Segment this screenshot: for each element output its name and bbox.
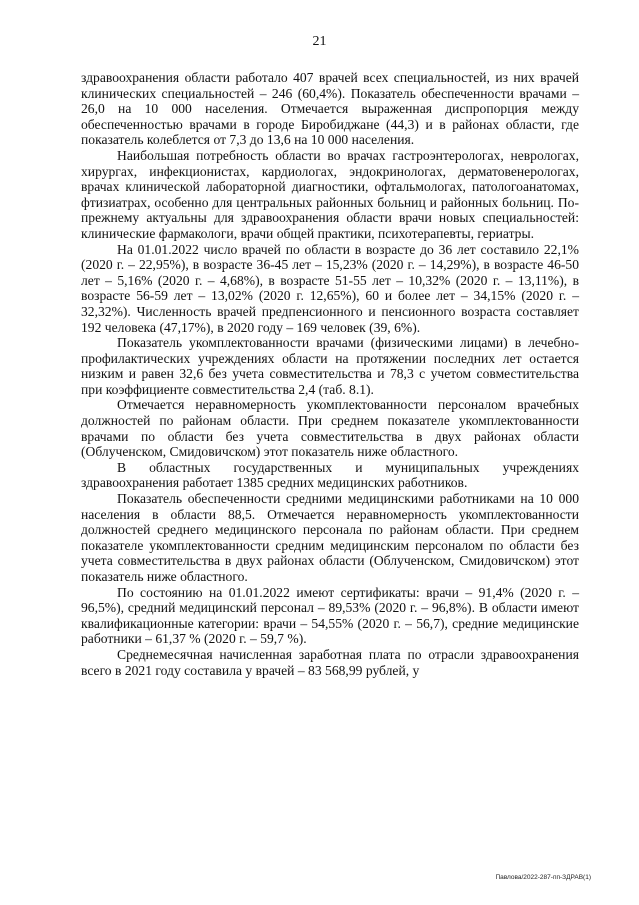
document-body — [81, 70, 579, 678]
paragraph-3: На 01.01.2022 число врачей по области в возрасте до 36 лет составило 22,1% (2020 г. – 22,95%), в возрасте 36-45 лет – 15,23% (2020 г. – 14,29%), в возрасте 46-50 лет – 5,16% (2020 г. – 4,68%), в возрасте 51-55 лет – 10,32% (2020 г. – 13,11%), в возрасте 56-59 лет – 13,02% (2020 г. 12,65%), 60 и более лет – 34,15% (2020 г. – 32,32%). Численность врачей предпенсионного и пенсионного возраста составляет 192 человека (47,17%), в 2020 году – 169 человек (39, 6%). — [81, 241, 579, 335]
paragraph-9: Среднемесячная начисленная заработная плата по отрасли здравоохранения всего в 2021 году составила у врачей – 83 568,99 рублей, у — [81, 646, 579, 678]
paragraph-7: Показатель обеспеченности средними медицинскими работниками на 10 000 населения в области 88,5. Отмечается неравномерность укомплектованности должностей среднего медицинского персонала по районам области. При среднем показателе укомплектованности средним медицинским персоналом по области без учета совместительства в двух районах области (Облученском, Смидовичском) этот показатель ниже областного. — [81, 491, 579, 584]
page-number: 21 — [312, 34, 327, 49]
paragraph-2: Наибольшая потребность области во врачах гастроэнтерологах, неврологах, хирургах, инфекционистах, кардиологах, эндокринологах, дерматовенерологах, врачах клинической лабораторной диагностики, офтальмологах, патологоанатомах, фтизиатрах, особенно для центральных районных больниц и районных больниц. По-прежнему актуальны для здравоохранения области врачи новых специальностей: клинические фармакологи, врачи общей практики, психотерапевты, гериатры. — [81, 147, 579, 241]
paragraph-6: В областных государственных и муниципальных учреждениях здравоохранения работает 1385 средних медицинских работников. — [81, 459, 579, 491]
paragraph-8: По состоянию на 01.01.2022 имеют сертификаты: врачи – 91,4% (2020 г. – 96,5%), средний медицинский персонал – 89,53% (2020 г. – 96,8%). В области имеют квалификационные категории: врачи – 54,55% (2020 г. – 56,7), средние медицинские работники – 61,37 % (2020 г. – 59,7 %). — [81, 584, 579, 647]
paragraph-1: здравоохранения области работало 407 врачей всех специальностей, из них врачей клинических специальностей – 246 (60,4%). Показатель обеспеченности врачами – 26,0 на 10 000 населения. Отмечается выраженная диспропорция между обеспеченностью врачами в городе Биробиджане (44,3) и в районах области, где показатель колеблется от 7,3 до 13,6 на 10 000 населения. — [81, 70, 579, 148]
paragraph-5: Отмечается неравномерность укомплектованности персоналом врачебных должностей по районам области. При среднем показателе укомплектованности врачами по области без учета совместительства в двух районах области (Облученском, Смидовичском) этот показатель ниже областного. — [81, 397, 579, 460]
paragraph-4: Показатель укомплектованности врачами (физическими лицами) в лечебно-профилактических учреждениях области на протяжении последних лет остается низким и равен 32,6 без учета совместительства и 78,3 с учетом совместительства при коэффициенте совместительства 2,4 (таб. 8.1). — [81, 335, 579, 397]
footer-document-code: Павлова/2022-287-пп-ЗДРАВ(1) — [495, 874, 591, 881]
